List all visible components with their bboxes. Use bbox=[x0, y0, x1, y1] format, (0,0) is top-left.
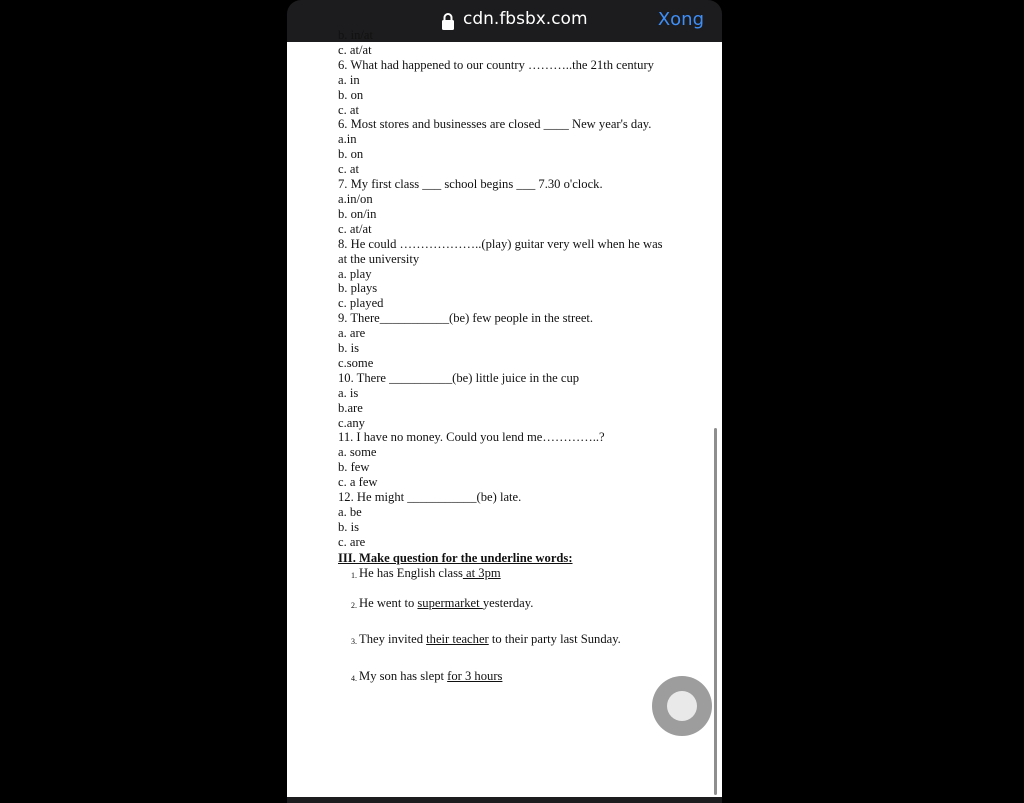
question-number: 1. bbox=[351, 570, 357, 580]
question-item bbox=[338, 632, 673, 647]
text-line: c.any bbox=[338, 415, 365, 430]
text-line: a.in bbox=[338, 132, 357, 147]
text-line: b. is bbox=[338, 341, 359, 356]
text-line: b. on bbox=[338, 87, 364, 102]
assistive-touch-icon[interactable] bbox=[652, 676, 712, 736]
scrollbar[interactable] bbox=[714, 428, 717, 795]
question-text-end: to their party last Sunday. bbox=[488, 632, 621, 647]
text-line: b. plays bbox=[338, 281, 378, 296]
section-title: III. Make question for the underline words: bbox=[338, 550, 573, 565]
text-line: 9. There___________(be) few people in the street. bbox=[338, 311, 594, 326]
browser-bottom-bar bbox=[287, 797, 722, 803]
text-line: a. is bbox=[338, 385, 359, 400]
text-line: c. at bbox=[338, 102, 359, 117]
text-line: c. played bbox=[338, 296, 384, 311]
question-text: They invited bbox=[359, 632, 427, 647]
text-line: a. some bbox=[338, 445, 377, 460]
question-8: 8. He could ………………..(play) guitar very well when he was at the university bbox=[338, 236, 663, 266]
text-line: c. at/at bbox=[338, 42, 372, 57]
text-line: b. is bbox=[338, 519, 359, 534]
text-line: c. a few bbox=[338, 475, 378, 490]
underlined-words: their teacher bbox=[426, 632, 489, 647]
url-label: cdn.fbsbx.com bbox=[463, 9, 588, 29]
question-text: He has English class bbox=[359, 565, 463, 580]
text-line: b.are bbox=[338, 400, 363, 415]
text-line: b. in/at bbox=[338, 28, 373, 42]
text-line: a. in bbox=[338, 72, 360, 87]
question-item bbox=[338, 596, 673, 611]
text-line: a.in/on bbox=[338, 191, 373, 206]
question-item bbox=[338, 669, 673, 684]
text-line: a. play bbox=[338, 266, 372, 281]
text-line: 12. He might ___________(be) late. bbox=[338, 490, 522, 505]
text-line: 11. I have no money. Could you lend me…………..? bbox=[338, 430, 605, 445]
question-text: He went to bbox=[359, 595, 418, 610]
text-line: a. be bbox=[338, 505, 362, 519]
document-viewer[interactable] bbox=[287, 28, 722, 797]
question-text-end: yesterday. bbox=[482, 595, 534, 610]
question-number: 4. bbox=[351, 674, 357, 684]
question-text: My son has slept bbox=[359, 669, 448, 684]
question-number: 2. bbox=[351, 600, 357, 610]
text-line: 7. My first class ___ school begins ___ 7.30 o'clock. bbox=[338, 177, 603, 192]
question-item bbox=[338, 566, 673, 581]
text-line: b. few bbox=[338, 460, 370, 475]
question-number: 3. bbox=[351, 637, 357, 647]
underlined-words: supermarket bbox=[417, 595, 483, 610]
underlined-words: at 3pm bbox=[462, 565, 501, 580]
text-line: c. at/at bbox=[338, 221, 372, 236]
text-line: c. at bbox=[338, 162, 359, 177]
done-button[interactable]: Xong bbox=[657, 9, 704, 30]
text-line: b. on bbox=[338, 147, 364, 162]
text-line: 6. What had happened to our country ………..the 21th century bbox=[338, 57, 654, 72]
text-line: 6. Most stores and businesses are closed ____ New year's day. bbox=[338, 117, 652, 132]
text-line: b. on/in bbox=[338, 206, 377, 221]
text-line: c. are bbox=[338, 534, 366, 549]
document-content bbox=[338, 28, 673, 684]
text-line: c.some bbox=[338, 355, 374, 370]
text-line: 10. There __________(be) little juice in the cup bbox=[338, 370, 580, 385]
underlined-words: for 3 hours bbox=[447, 669, 503, 684]
text-line: a. are bbox=[338, 326, 366, 341]
